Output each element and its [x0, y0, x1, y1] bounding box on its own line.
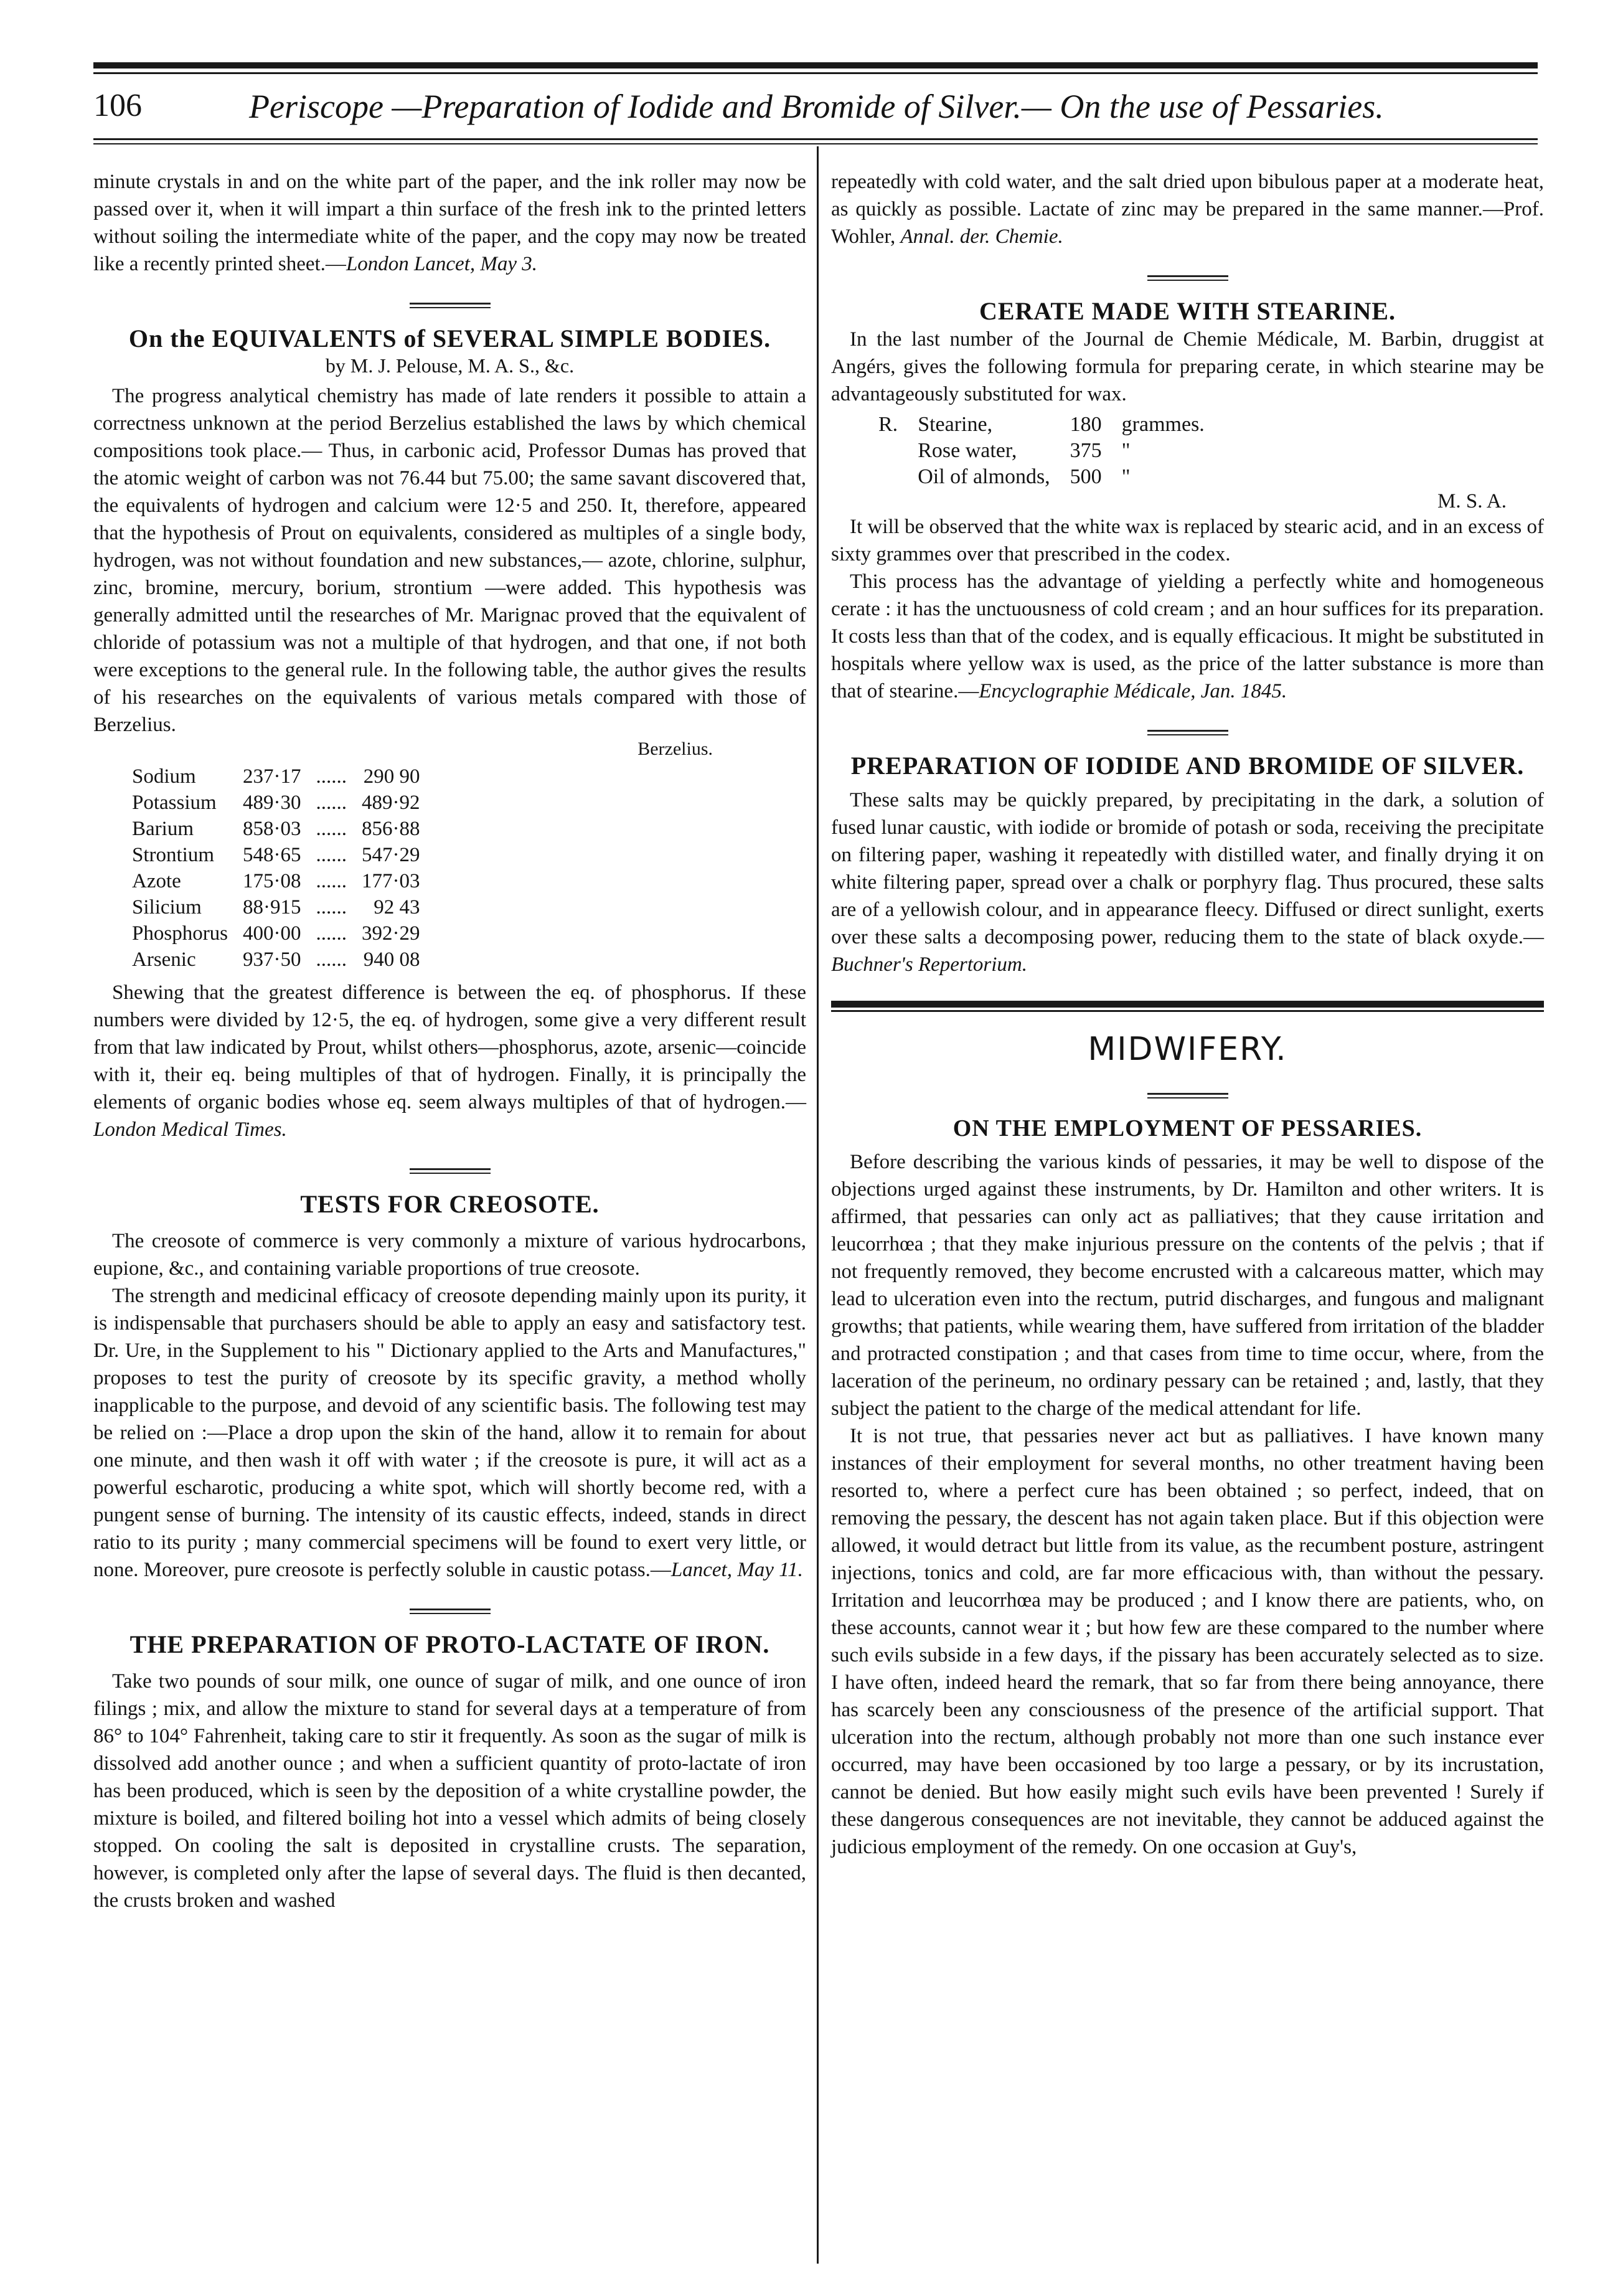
- section-bar-thin: [831, 1010, 1544, 1012]
- berzelius-value: 392·29: [362, 922, 420, 945]
- iodide-paragraph: [831, 787, 1544, 978]
- equivalents-source: London Medical Times.: [93, 1118, 287, 1141]
- midwifery-section-title: MIDWIFERY.: [1088, 1031, 1287, 1068]
- equivalents-row: [125, 763, 428, 790]
- pelouse-value: 175·08: [243, 870, 301, 892]
- cerate-source: Encyclographie Médicale, Jan. 1845.: [979, 680, 1287, 702]
- iodide-source: Buchner's Repertorium.: [831, 953, 1027, 976]
- element-name: Potassium: [132, 791, 217, 814]
- recipe-unit: grammes.: [1121, 413, 1205, 436]
- separator-thin: [1147, 1097, 1228, 1098]
- separator-thin: [1147, 734, 1228, 735]
- berzelius-value: 92 43: [374, 896, 420, 919]
- recipe-qty: 500: [1070, 465, 1102, 488]
- iodide-title: PREPARATION OF IODIDE AND BROMIDE OF SILVER.: [850, 752, 1525, 780]
- page-number: 106: [93, 88, 142, 123]
- creosote-source: Lancet, May 11.: [670, 1559, 803, 1581]
- recipe-prefix: [868, 464, 908, 490]
- pelouse-value: 88·915: [243, 896, 301, 919]
- lactate-paragraph: Take two pounds of sour milk, one ounce of sugar of milk, and one ounce of iron filings ; mix, and allow the mixture to stand for several days at a temperature of from 86° to 104° Fahrenheit, taking care to stir it frequently. As soon as the sugar of milk is dissolved add another ounce ; and when a sufficient quantity of proto-lactate of iron has been produced, which is seen by the deposition of a white crystalline powder, the mixture is boiled, and filtered boiling hot into a vessel which admits of being closely stopped. On cooling the salt is deposited in crystalline crusts. The separation, however, is completed only after the lapse of several days. The fluid is then decanted, the crusts broken and washed: [93, 1670, 806, 1912]
- top-rule-thin: [93, 72, 1538, 74]
- element-name: Barium: [132, 818, 194, 840]
- equivalents-paragraph-1: The progress analytical chemistry has made of late renders it possible to attain a correctness unknown at the period Berzelius established the laws by which chemical compositions took place.— Thus, in carbonic acid, Professor Dumas has proved that the atomic weight of carbon was not 76.44 but 75.00; the same savant discovered that, the equivalents of hydrogen and calcium were 12·5 and 250. It, therefore, appeared that the hypothesis of Prout on equivalents, considered as multiples of a single body, hydrogen, was not without foundation and new substances,— azote, chlorine, sulphur, zinc, bromine, mercury, borium, strontium —were added. This hypothesis was generally admitted until the researches of Mr. Marignac proved that the equivalent of chloride of potassium was not a multiple of that hydrogen, and that one, if not both were exceptions to the general rule. In the following table, the author gives the results of his researches on the equivalents of various metals compared with those of Berzelius.: [93, 385, 806, 736]
- equivalents-row: [125, 790, 428, 816]
- berzelius-column-header: Berzelius.: [637, 739, 713, 759]
- pessaries-paragraph-2: It is not true, that pessaries never act but as palliatives. I have known many instances of their employment for several months, no other treatment having been resorted to, where a perfect cure has been obtained ; so perfect, indeed, that on removing the pessary, the descent has not again taken place. But if this objection were allowed, it would detract but little from its value, as the recumbent posture, astringent injections, tonics and cold, are far more efficacious with, than without the pessary. Irritation and leucorrhœa may be produced ; and I know there are patients, who, on these accounts, cannot wear it ; but how few are these compared to the number where such evils subside in a few days, if the pissary has been accurately selected as to size. I have often, indeed heard the remark, that so far from there being annoyance, there has scarcely been any consciousness of the presence of the artificial support. That ulceration into the rectum, although probably not more than one such instance ever occurred, may have been occasioned by too large a pessary, or by its incrustation, cannot be denied. But how easily might such evils have been prevented ! Surely if these dangerous consequences are not inevitable, they cannot be adduced against the judicious employment of the remedy. On one occasion at Guy's,: [831, 1425, 1544, 1858]
- dots: ......: [316, 896, 347, 919]
- dots: ......: [316, 948, 347, 971]
- recipe-row: [868, 438, 1215, 464]
- recipe-unit: ": [1121, 465, 1131, 488]
- recipe-item: Oil of almonds,: [918, 465, 1050, 488]
- creosote-paragraph-1: The creosote of commerce is very commonly a mixture of various hydrocarbons, eupione, &c., and containing variable proportions of true creosote.: [93, 1230, 806, 1280]
- intro-paragraph: [93, 168, 806, 278]
- separator: [410, 1609, 491, 1610]
- dots: ......: [316, 870, 347, 892]
- dots: ......: [316, 791, 347, 814]
- equivalents-row: [125, 920, 428, 947]
- dots: ......: [316, 818, 347, 840]
- cerate-title: CERATE MADE WITH STEARINE.: [979, 297, 1396, 325]
- pelouse-value: 400·00: [243, 922, 301, 945]
- recipe-msa: M. S. A.: [1437, 490, 1507, 513]
- equivalents-row: [125, 947, 428, 973]
- intro-text: minute crystals in and on the white part of the paper, and the ink roller may now be passed over it, when it will impart a thin surface of the fresh ink to the printed letters without soiling the intermediate white of the paper, and the copy may now be treated like a recently printed sheet.—: [93, 171, 806, 275]
- pessaries-title: ON THE EMPLOYMENT OF PESSARIES.: [952, 1115, 1423, 1141]
- pelouse-value: 937·50: [243, 948, 301, 971]
- equivalents-row: [125, 816, 428, 842]
- equivalents-paragraph-2: [93, 979, 806, 1143]
- intro-source: London Lancet, May 3.: [346, 253, 537, 275]
- header-rule: [93, 138, 1538, 140]
- cerate-paragraph-2: It will be observed that the white wax is replaced by stearic acid, and in an excess of sixty grammes over that prescribed in the codex.: [831, 516, 1544, 565]
- equivalents-byline: by M. J. Pelouse, M. A. S., &c.: [325, 354, 575, 377]
- dots: ......: [316, 844, 347, 866]
- recipe-qty: 375: [1070, 439, 1102, 462]
- berzelius-value: 856·88: [362, 818, 420, 840]
- recipe-qty: 180: [1070, 413, 1102, 436]
- running-head: Periscope —Preparation of Iodide and Bromide of Silver.— On the use of Pessaries.: [249, 88, 1384, 125]
- cerate-text-3: This process has the advantage of yielding a perfectly white and homogeneous cerate : it has the unctuousness of cold cream ; and an hour suffices for its preparation. It costs less than that of the codex, and is equally efficacious. It might be substituted in hospitals where yellow wax is used, as the price of the latter substance is more than that of stearine.—: [831, 570, 1544, 702]
- element-name: Strontium: [132, 844, 215, 866]
- equivalents-row: [125, 894, 428, 920]
- equivalents-title: On the EQUIVALENTS of SEVERAL SIMPLE BODIES.: [128, 324, 771, 352]
- pessaries-paragraph-1: Before describing the various kinds of pessaries, it may be well to dispose of the objections urged against these instruments, by Dr. Hamilton and other writers. It is affirmed, that pessaries can only act as palliatives; that they cause irritation and leucorrhœa ; that they make injurious pressure on the contents of the pelvis ; that if not frequently removed, they become encrusted with a calcareous matter, which may lead to ulceration even into the rectum, putrid discharges, and fungous and malignant growths; that patients, while wearing them, have suffered from irritation of the bladder and protracted constipation ; and that cases from time to time occur, where, from the laceration of the perineum, no ordinary pessary can be retained ; and, lastly, that they subject the patient to the charge of the medical attendant for life.: [831, 1151, 1544, 1420]
- recipe-row: [868, 464, 1215, 490]
- cerate-paragraph-3: [831, 568, 1544, 705]
- separator: [1147, 730, 1228, 732]
- cerate-recipe: [868, 412, 1215, 490]
- berzelius-value: 489·92: [362, 791, 420, 814]
- lactate-continued: [831, 168, 1544, 250]
- element-name: Silicium: [132, 896, 202, 919]
- pelouse-value: 548·65: [243, 844, 301, 866]
- equivalents-table: [125, 763, 428, 973]
- top-double-rule: [93, 62, 1538, 69]
- separator: [410, 1168, 491, 1170]
- column-divider: [817, 146, 819, 2264]
- separator-thin: [410, 1613, 491, 1614]
- pelouse-value: 489·30: [243, 791, 301, 814]
- separator: [410, 303, 491, 305]
- recipe-row: [868, 412, 1215, 438]
- recipe-prefix: [868, 438, 908, 464]
- recipe-prefix: R.: [878, 413, 898, 436]
- element-name: Phosphorus: [132, 922, 228, 945]
- equivalents-row: [125, 868, 428, 894]
- equivalents-text-2: Shewing that the greatest difference is between the eq. of phosphorus. If these numbers were divided by 12·5, the eq. of hydrogen, some give a very different result from that law indicated by Prout, whilst others—phosphorus, azote, arsenic—coincide with it, their eq. being multiples of that of hydrogen. Finally, it is principally the elements of organic bodies whose eq. seem always multiples of that of hydrogen.—: [93, 981, 806, 1113]
- berzelius-value: 290 90: [363, 765, 420, 788]
- element-name: Arsenic: [132, 948, 196, 971]
- creosote-paragraph-2: [93, 1282, 806, 1584]
- left-column: [93, 168, 806, 1914]
- lactate-source: Annal. der. Chemie.: [900, 225, 1063, 248]
- element-name: Sodium: [132, 765, 196, 788]
- lactate-continued-text: repeatedly with cold water, and the salt dried upon bibulous paper at a moderate heat, as quickly as possible. Lactate of zinc may be prepared in the same manner.—Prof. Wohler,: [831, 171, 1544, 248]
- creosote-text-2: The strength and medicinal efficacy of creosote depending mainly upon its purity, it is indispensable that purchasers should be able to apply an easy and satisfactory test. Dr. Ure, in the Supplement to his " Dictionary applied to the Arts and Manufactures," proposes to test the purity of creosote by its specific gravity, a method wholly inapplicable to the purpose, and devoid of any scientific basis. The following test may be relied on :—Place a drop upon the skin of the hand, allow it to remain for about one minute, and then wash it off with water ; if the creosote is pure, it will act as a powerful escharotic, producing a white spot, which will shortly become red, with a pungent sense of burning. The intensity of its caustic effects, indeed, stands in direct ratio to its purity ; many commercial specimens will be found to exert very little, or none. Moreover, pure creosote is perfectly soluble in caustic potass.—: [93, 1285, 806, 1581]
- pelouse-value: 858·03: [243, 818, 301, 840]
- right-column: [831, 168, 1544, 1861]
- recipe-item: Rose water,: [918, 439, 1017, 462]
- element-name: Azote: [132, 870, 181, 892]
- separator-thin: [1147, 280, 1228, 281]
- page-header: [93, 87, 1538, 137]
- lactate-title: THE PREPARATION OF PROTO-LACTATE OF IRON.: [129, 1630, 770, 1658]
- berzelius-value: 940 08: [363, 948, 420, 971]
- recipe-unit: ": [1121, 439, 1131, 462]
- header-rule-thin: [93, 143, 1538, 144]
- section-bar: [831, 1001, 1544, 1008]
- iodide-text: These salts may be quickly prepared, by precipitating in the dark, a solution of fused lunar caustic, with iodide or bromide of potash or soda, receiving the precipitate on filtering paper, washing it repeatedly with distilled water, and finally drying it on white filtering paper, spread over a chalk or porphyry flag. Thus procured, these salts are of a yellowish colour, and in appearance fleecy. Diffused or direct sunlight, exerts over these salts a decomposing power, reducing them to the state of black oxyde.—: [831, 789, 1544, 948]
- berzelius-value: 547·29: [362, 844, 420, 866]
- berzelius-value: 177·03: [362, 870, 420, 892]
- equivalents-row: [125, 842, 428, 868]
- dots: ......: [316, 765, 347, 788]
- separator: [1147, 1093, 1228, 1095]
- separator: [1147, 275, 1228, 277]
- pelouse-value: 237·17: [243, 765, 301, 788]
- separator-thin: [410, 1173, 491, 1174]
- separator-thin: [410, 307, 491, 308]
- recipe-item: Stearine,: [918, 413, 993, 436]
- dots: ......: [316, 922, 347, 945]
- cerate-paragraph-1: In the last number of the Journal de Chemie Médicale, M. Barbin, druggist at Angérs, gives the following formula for preparing cerate, in which stearine may be advantageously substituted for wax.: [831, 328, 1544, 405]
- creosote-title: TESTS FOR CREOSOTE.: [300, 1190, 600, 1218]
